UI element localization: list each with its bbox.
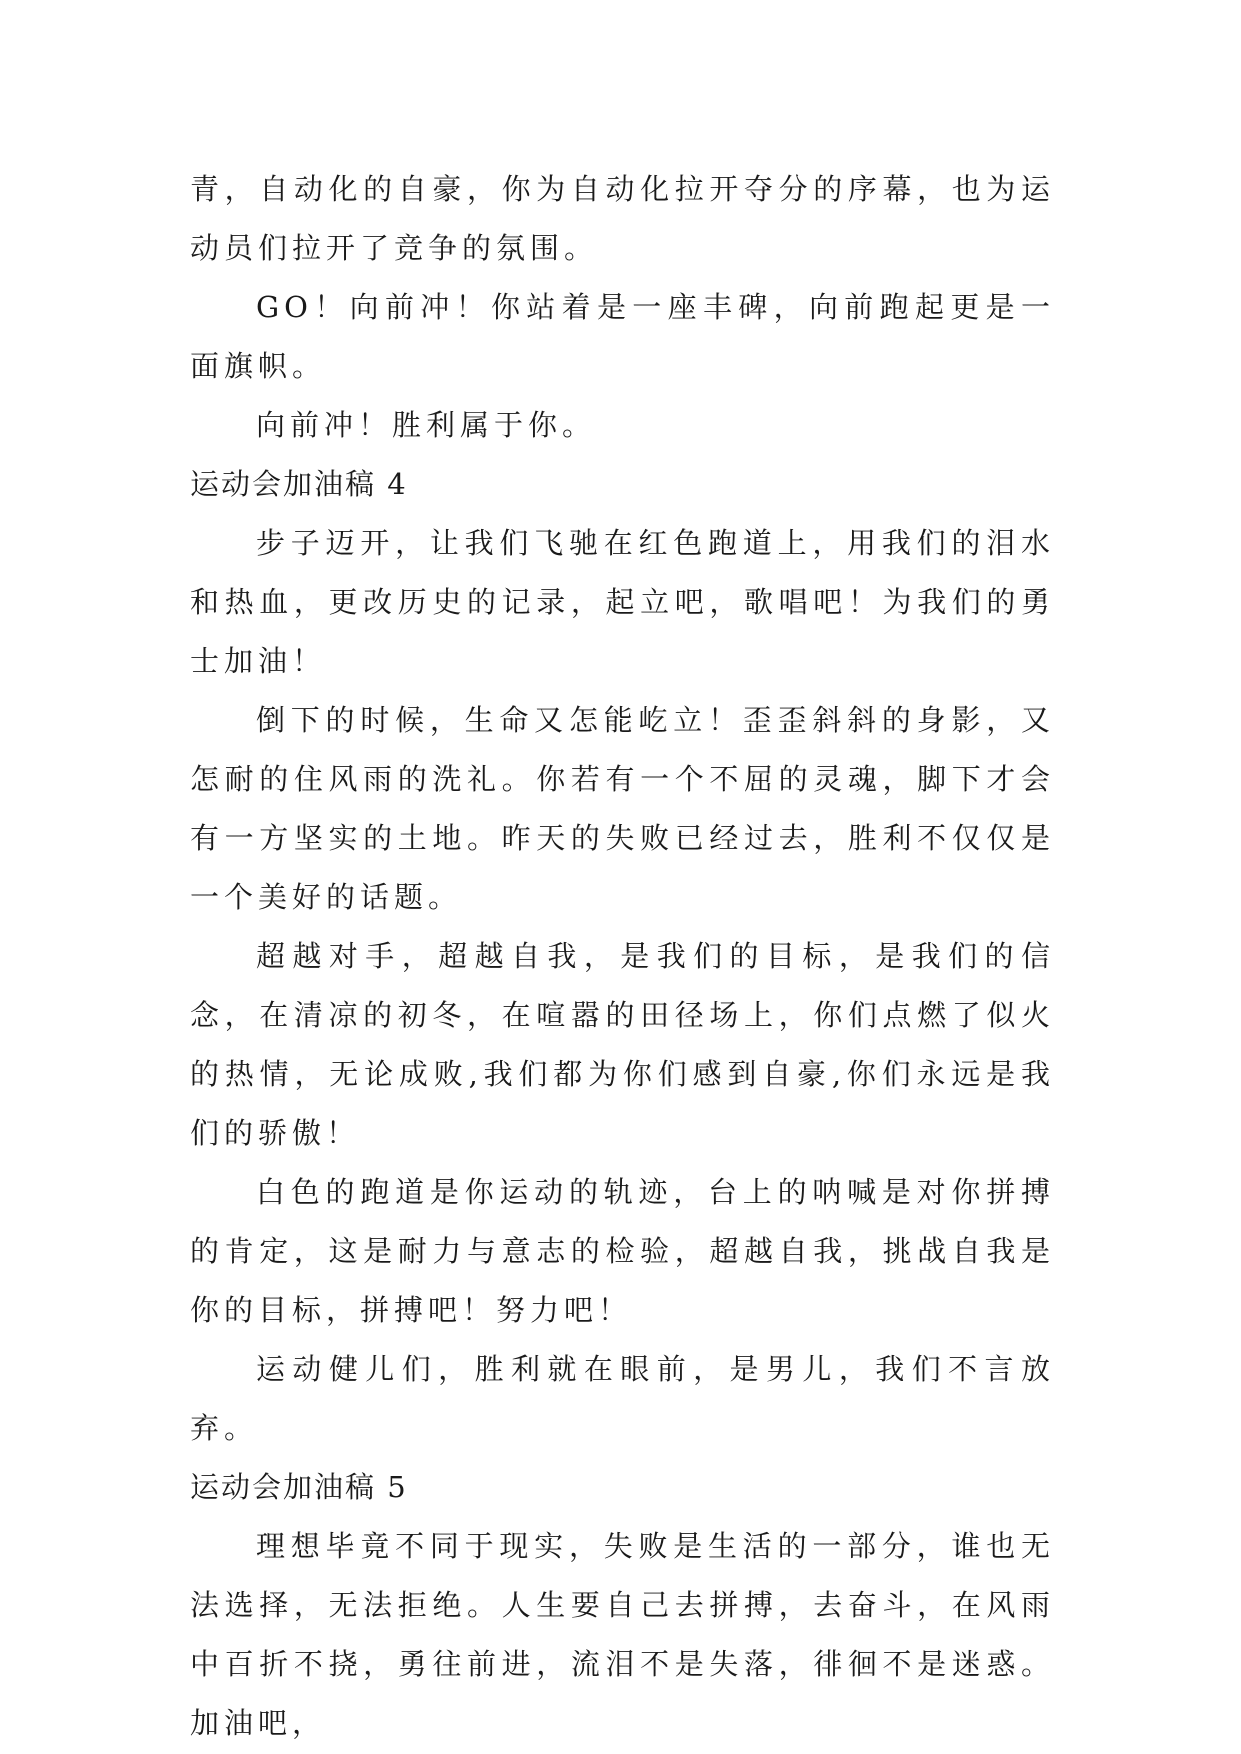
section-heading: 运动会加油稿 4 [190, 467, 408, 501]
paragraph: 理想毕竟不同于现实，失败是生活的一部分，谁也无法选择，无法拒绝。人生要自己去拼搏，去奋斗，在风雨中百折不挠，勇往前进，流泪不是失落，徘徊不是迷惑。加油吧， [190, 1529, 1055, 1740]
section-heading: 运动会加油稿 5 [190, 1470, 408, 1504]
paragraph: 白色的跑道是你运动的轨迹，台上的呐喊是对你拼搏的肯定，这是耐力与意志的检验，超越自我，挑战自我是你的目标，拼搏吧！努力吧！ [190, 1175, 1055, 1327]
document-body [190, 160, 1055, 1753]
paragraph: 倒下的时候，生命又怎能屹立！歪歪斜斜的身影，又怎耐的住风雨的洗礼。你若有一个不屈的灵魂，脚下才会有一方坚实的土地。昨天的失败已经过去，胜利不仅仅是一个美好的话题。 [190, 703, 1055, 914]
paragraph: GO！向前冲！你站着是一座丰碑，向前跑起更是一面旗帜。 [190, 290, 1055, 383]
paragraph: 向前冲！胜利属于你。 [256, 408, 597, 442]
paragraph: 青，自动化的自豪，你为自动化拉开夺分的序幕，也为运动员们拉开了竞争的氛围。 [190, 172, 1055, 265]
paragraph: 运动健儿们，胜利就在眼前，是男儿，我们不言放弃。 [190, 1352, 1055, 1445]
paragraph: 步子迈开，让我们飞驰在红色跑道上，用我们的泪水和热血，更改历史的记录，起立吧，歌唱吧！为我们的勇士加油！ [190, 526, 1055, 678]
paragraph: 超越对手，超越自我，是我们的目标，是我们的信念，在清凉的初冬，在喧嚣的田径场上，你们点燃了似火的热情，无论成败,我们都为你们感到自豪,你们永远是我们的骄傲！ [190, 939, 1055, 1150]
